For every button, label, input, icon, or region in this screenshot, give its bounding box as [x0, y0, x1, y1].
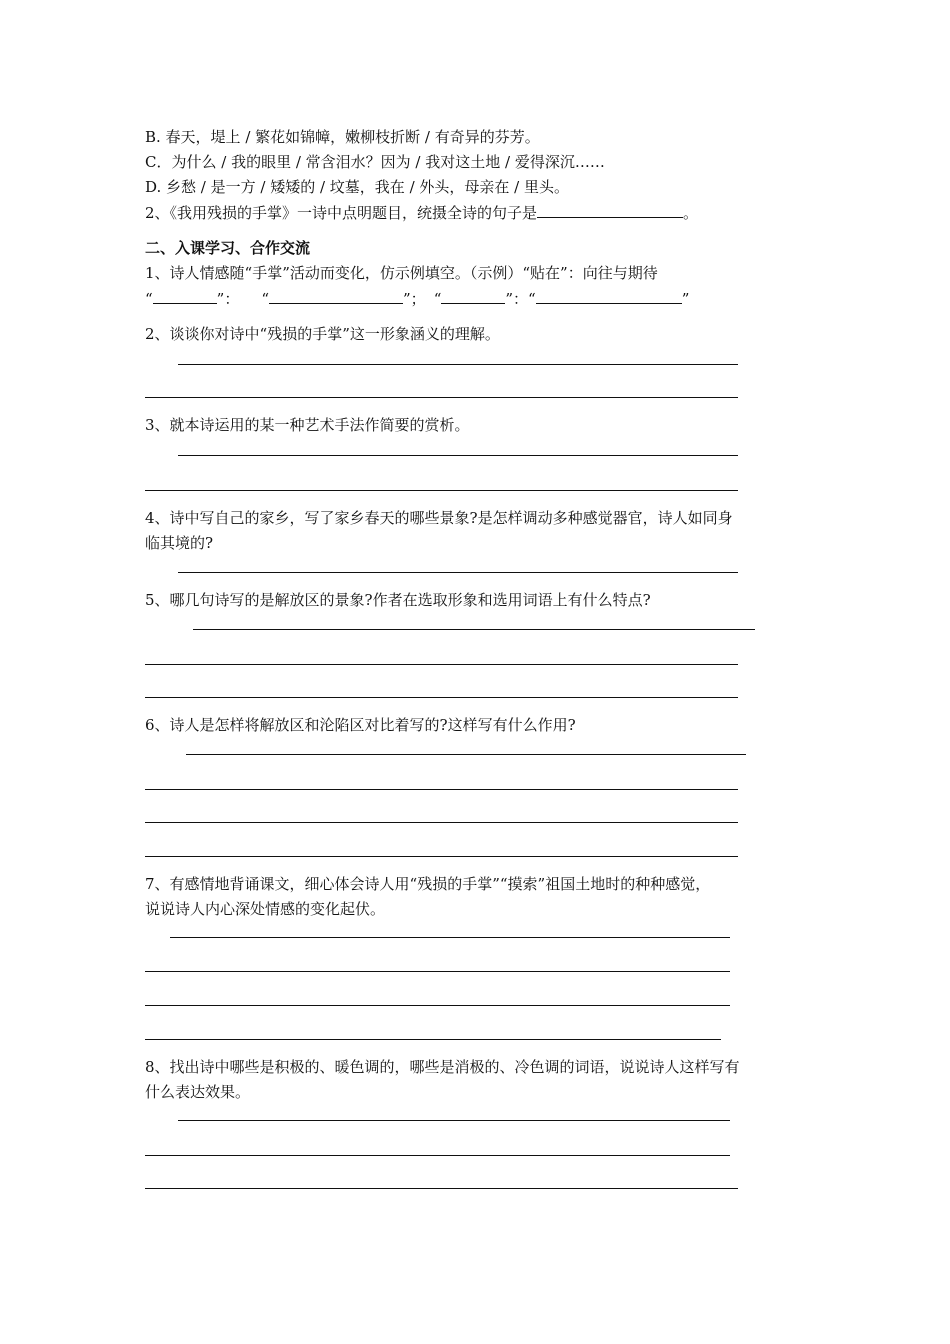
question-4-line-1: 4、诗中写自己的家乡，写了家乡春天的哪些景象?是怎样调动多种感觉器官，诗人如同身 — [145, 509, 733, 527]
answer-line[interactable] — [145, 1005, 730, 1006]
close-quote: ” — [681, 290, 690, 308]
question-8-line-1: 8、找出诗中哪些是积极的、暖色调的，哪些是消极的、冷色调的词语，说说诗人这样写有 — [145, 1058, 740, 1076]
question-4-line-2: 临其境的? — [145, 534, 214, 552]
answer-line[interactable] — [145, 822, 738, 823]
question-2: 2、谈谈你对诗中“残损的手掌”这一形象涵义的理解。 — [145, 325, 500, 343]
answer-line[interactable] — [170, 937, 730, 938]
question-7-line-1: 7、有感情地背诵课文，细心体会诗人用“残损的手掌”“摸索”祖国土地时的种种感觉， — [145, 875, 711, 893]
answer-line[interactable] — [186, 754, 746, 755]
answer-line[interactable] — [178, 364, 738, 365]
close-quote-semicolon: ”； — [403, 290, 426, 308]
answer-blank[interactable] — [269, 288, 403, 304]
question-2-end: 。 — [683, 204, 699, 222]
option-b: B. 春天，堤上 / 繁花如锦幛，嫩柳枝折断 / 有奇异的芬芳。 — [145, 128, 540, 146]
answer-line[interactable] — [145, 1155, 730, 1156]
answer-line[interactable] — [145, 1039, 721, 1040]
answer-line[interactable] — [145, 1188, 738, 1189]
answer-line[interactable] — [145, 397, 738, 398]
answer-line[interactable] — [145, 856, 738, 857]
answer-line[interactable] — [178, 455, 738, 456]
answer-line[interactable] — [145, 697, 738, 698]
answer-blank[interactable] — [536, 288, 682, 304]
answer-line[interactable] — [145, 971, 730, 972]
option-d: D. 乡愁 / 是一方 / 矮矮的 / 坟墓，我在 / 外头，母亲在 / 里头。 — [145, 178, 569, 196]
question-3: 3、就本诗运用的某一种艺术手法作简要的赏析。 — [145, 416, 470, 434]
question-7-line-2: 说说诗人内心深处情感的变化起伏。 — [145, 900, 386, 918]
answer-line[interactable] — [145, 789, 738, 790]
close-quote-colon: ”： — [505, 290, 529, 308]
answer-line[interactable] — [145, 664, 738, 665]
open-quote: “ — [528, 290, 536, 308]
answer-blank[interactable] — [441, 288, 505, 304]
question-5: 5、哪几句诗写的是解放区的景象?作者在选取形象和选用词语上有什么特点? — [145, 591, 651, 609]
option-c: C．为什么 / 我的眼里 / 常含泪水？因为 / 我对这土地 / 爱得深沉…… — [145, 153, 605, 171]
open-quote: “ — [145, 290, 153, 308]
question-1-line-1: 1、诗人情感随“手掌”活动而变化，仿示例填空。（示例）“贴在”：向往与期待 — [145, 264, 658, 282]
question-2-text: 2、《我用残损的手掌》一诗中点明题目，统摄全诗的句子是 — [145, 204, 538, 222]
answer-line[interactable] — [193, 629, 755, 630]
answer-blank[interactable] — [537, 202, 683, 218]
close-quote-colon: ”： — [216, 290, 240, 308]
question-8-line-2: 什么表达效果。 — [145, 1083, 251, 1101]
section-heading: 二、入课学习、合作交流 — [145, 239, 311, 257]
answer-line[interactable] — [178, 572, 738, 573]
open-quote: “ — [433, 290, 442, 308]
answer-blank[interactable] — [153, 288, 217, 304]
question-6: 6、诗人是怎样将解放区和沦陷区对比着写的?这样写有什么作用? — [145, 716, 576, 734]
question-2-fill — [145, 202, 698, 223]
open-quote: “ — [261, 290, 270, 308]
question-1-blanks-row — [145, 288, 689, 309]
answer-line[interactable] — [145, 490, 738, 491]
answer-line[interactable] — [178, 1120, 730, 1121]
